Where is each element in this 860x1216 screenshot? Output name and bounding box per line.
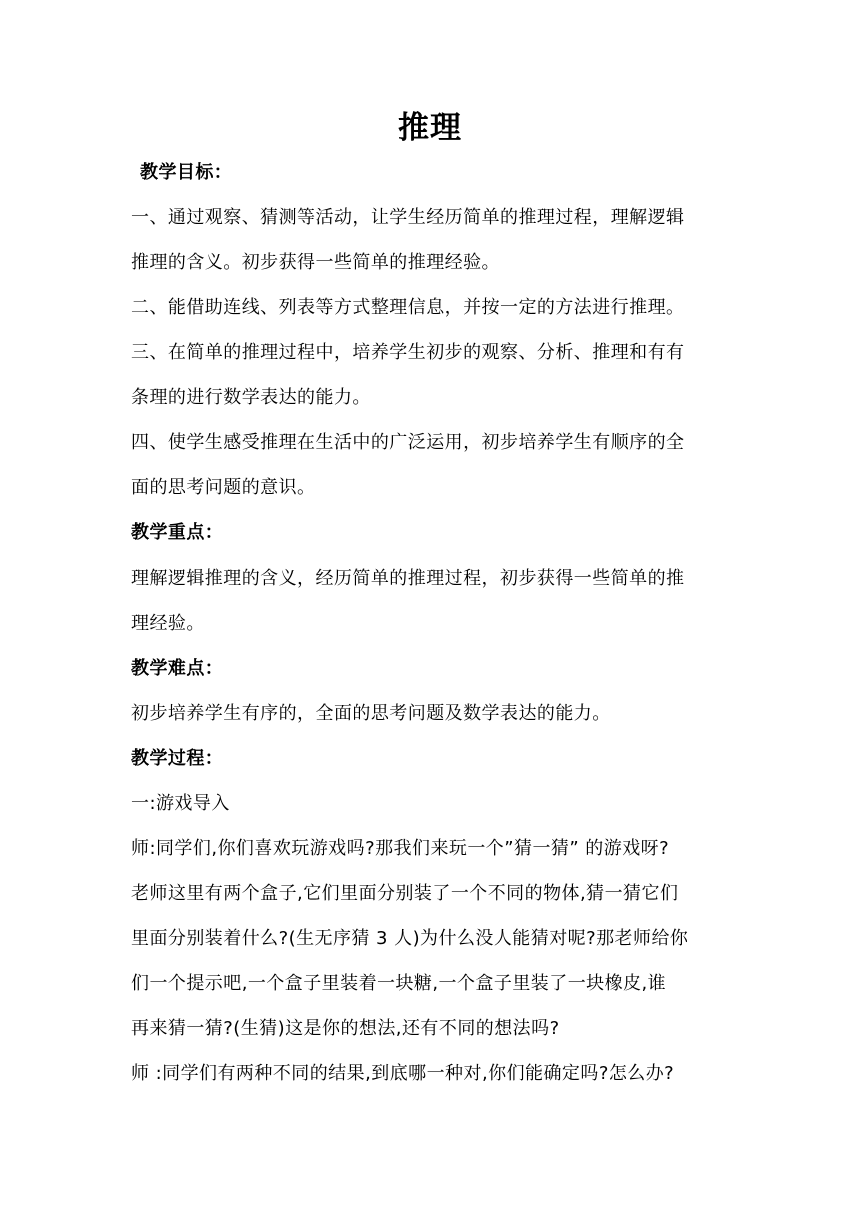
paragraph-line: 里面分别装着什么?(生无序猜 3 人)为什么没人能猜对呢?那老师给你: [131, 928, 689, 949]
paragraph-line: 老师这里有两个盒子,它们里面分别装了一个不同的物体,猜一猜它们: [131, 883, 679, 904]
paragraph-line: 一、通过观察、猜测等活动，让学生经历简单的推理过程，理解逻辑: [131, 207, 685, 228]
paragraph-line: 面的思考问题的意识。: [131, 477, 316, 498]
paragraph-line: 四、使学生感受推理在生活中的广泛运用，初步培养学生有顺序的全: [131, 432, 685, 453]
paragraph-line: 师:同学们,你们喜欢玩游戏吗?那我们来玩一个”猜一猜” 的游戏呀?: [131, 838, 670, 859]
paragraph-line: 再来猜一猜?(生猜)这是你的想法,还有不同的想法吗?: [131, 1018, 560, 1039]
document-title: 推理: [398, 110, 462, 146]
heading-key-points: 教学重点：: [131, 522, 224, 543]
paragraph-line: 理经验。: [131, 613, 205, 634]
paragraph-line: 三、在简单的推理过程中，培养学生初步的观察、分析、推理和有有: [131, 342, 685, 363]
paragraph-line: 初步培养学生有序的，全面的思考问题及数学表达的能力。: [131, 703, 611, 724]
heading-difficulties: 教学难点：: [131, 658, 224, 679]
paragraph-line: 二、能借助连线、列表等方式整理信息，并按一定的方法进行推理。: [131, 297, 685, 318]
section-heading-game-intro: 一:游戏导入: [131, 793, 230, 814]
heading-teaching-process: 教学过程：: [131, 748, 224, 769]
paragraph-line: 们一个提示吧,一个盒子里装着一块糖,一个盒子里装了一块橡皮,谁: [131, 973, 667, 994]
paragraph-line: 理解逻辑推理的含义，经历简单的推理过程，初步获得一些简单的推: [131, 568, 685, 589]
heading-teaching-objectives: 教学目标：: [140, 162, 233, 183]
paragraph-line: 推理的含义。初步获得一些简单的推理经验。: [131, 252, 500, 273]
paragraph-line: 师 :同学们有两种不同的结果,到底哪一种对,你们能确定吗?怎么办?: [131, 1063, 675, 1084]
paragraph-line: 条理的进行数学表达的能力。: [131, 387, 371, 408]
